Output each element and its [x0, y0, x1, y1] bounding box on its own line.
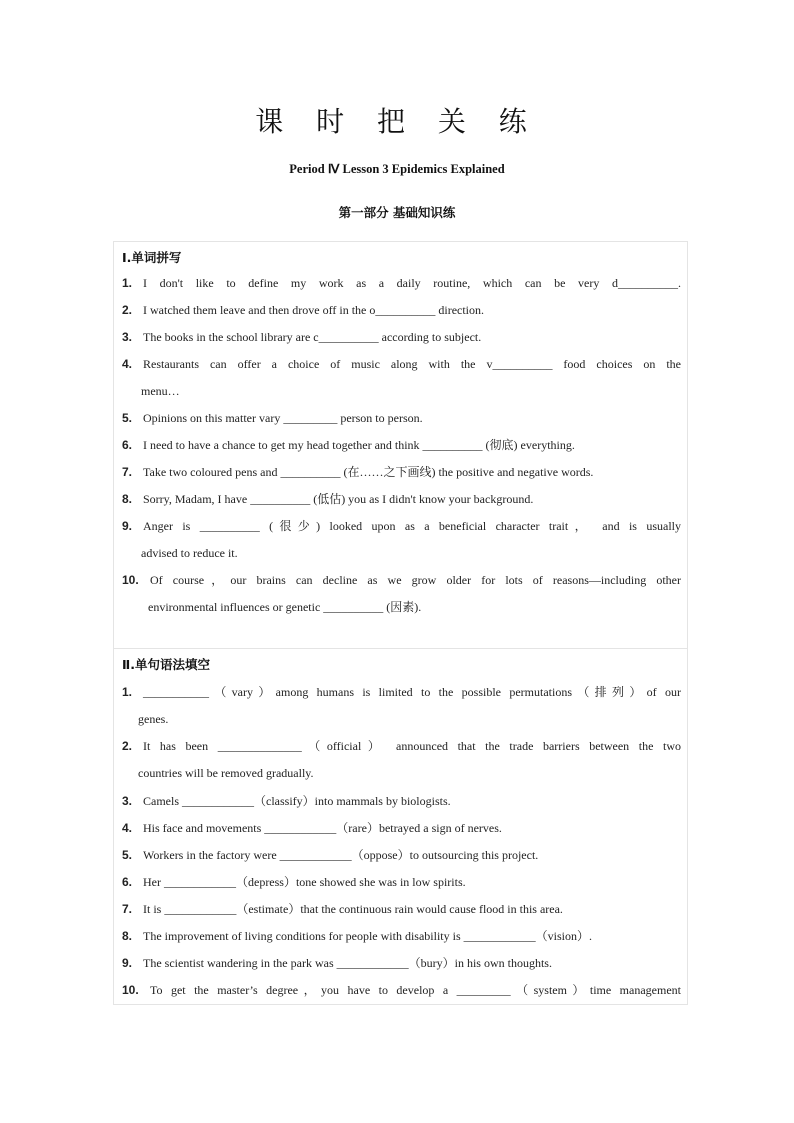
- question-line: 2. It has been ______________（official） announced that the trade barriers between the two: [122, 739, 681, 753]
- question-line: 2. I watched them leave and then drove off in the o__________ direction.: [122, 303, 485, 317]
- question-line: 4. Restaurants can offer a choice of music along with the v__________ food choices on the: [122, 357, 681, 371]
- question-line-continued: environmental influences or genetic __________ (因素).: [148, 600, 422, 614]
- question-line: 10. To get the master’s degree，you have to develop a _________（system）time management: [122, 983, 681, 997]
- section-word-spelling: [113, 241, 688, 649]
- question-line: 10. Of course，our brains can decline as we grow older for lots of reasons—including other: [122, 573, 681, 587]
- question-line-continued: genes.: [138, 712, 169, 726]
- question-line: 3. Camels ____________（classify）into mammals by biologists.: [122, 794, 451, 808]
- question-line: 1. I don't like to define my work as a daily routine, which can be very d__________.: [122, 276, 681, 290]
- question-line: 1. ___________（vary）among humans is limited to the possible permutations（排列）of our: [122, 685, 681, 699]
- question-line-continued: countries will be removed gradually.: [138, 766, 314, 780]
- part-heading: 第一部分 基础知识练: [338, 205, 456, 220]
- section-grammar-fill: [113, 649, 688, 1005]
- question-line: 5. Opinions on this matter vary _________ person to person.: [122, 411, 423, 425]
- question-line: 9. The scientist wandering in the park was ____________（bury）in his own thoughts.: [122, 956, 552, 970]
- question-line: 7. Take two coloured pens and __________ (在……之下画线) the positive and negative words.: [122, 465, 594, 479]
- question-line: 3. The books in the school library are c__________ according to subject.: [122, 330, 482, 344]
- question-line: 7. It is ____________（estimate）that the continuous rain would cause flood in this area.: [122, 902, 563, 916]
- section-heading: Ⅰ.单词拼写: [122, 250, 182, 265]
- page-subtitle: Period Ⅳ Lesson 3 Epidemics Explained: [289, 162, 505, 176]
- section-heading: Ⅱ.单句语法填空: [122, 657, 210, 672]
- question-line: 6. I need to have a chance to get my head together and think __________ (彻底) everything.: [122, 438, 575, 452]
- question-line: 8. The improvement of living conditions for people with disability is ____________（vision）.: [122, 929, 592, 943]
- question-line: 4. His face and movements ____________（rare）betrayed a sign of nerves.: [122, 821, 502, 835]
- question-line: 9. Anger is __________ (很少) looked upon as a beneficial character trait， and is usually: [122, 519, 681, 533]
- question-line: 5. Workers in the factory were ____________（oppose）to outsourcing this project.: [122, 848, 539, 862]
- question-line: 6. Her ____________（depress）tone showed she was in low spirits.: [122, 875, 466, 889]
- question-line-continued: menu…: [141, 384, 180, 398]
- page-title: 课 时 把 关 练: [255, 105, 539, 138]
- question-line: 8. Sorry, Madam, I have __________ (低估) you as I didn't know your background.: [122, 492, 534, 506]
- question-line-continued: advised to reduce it.: [141, 546, 238, 560]
